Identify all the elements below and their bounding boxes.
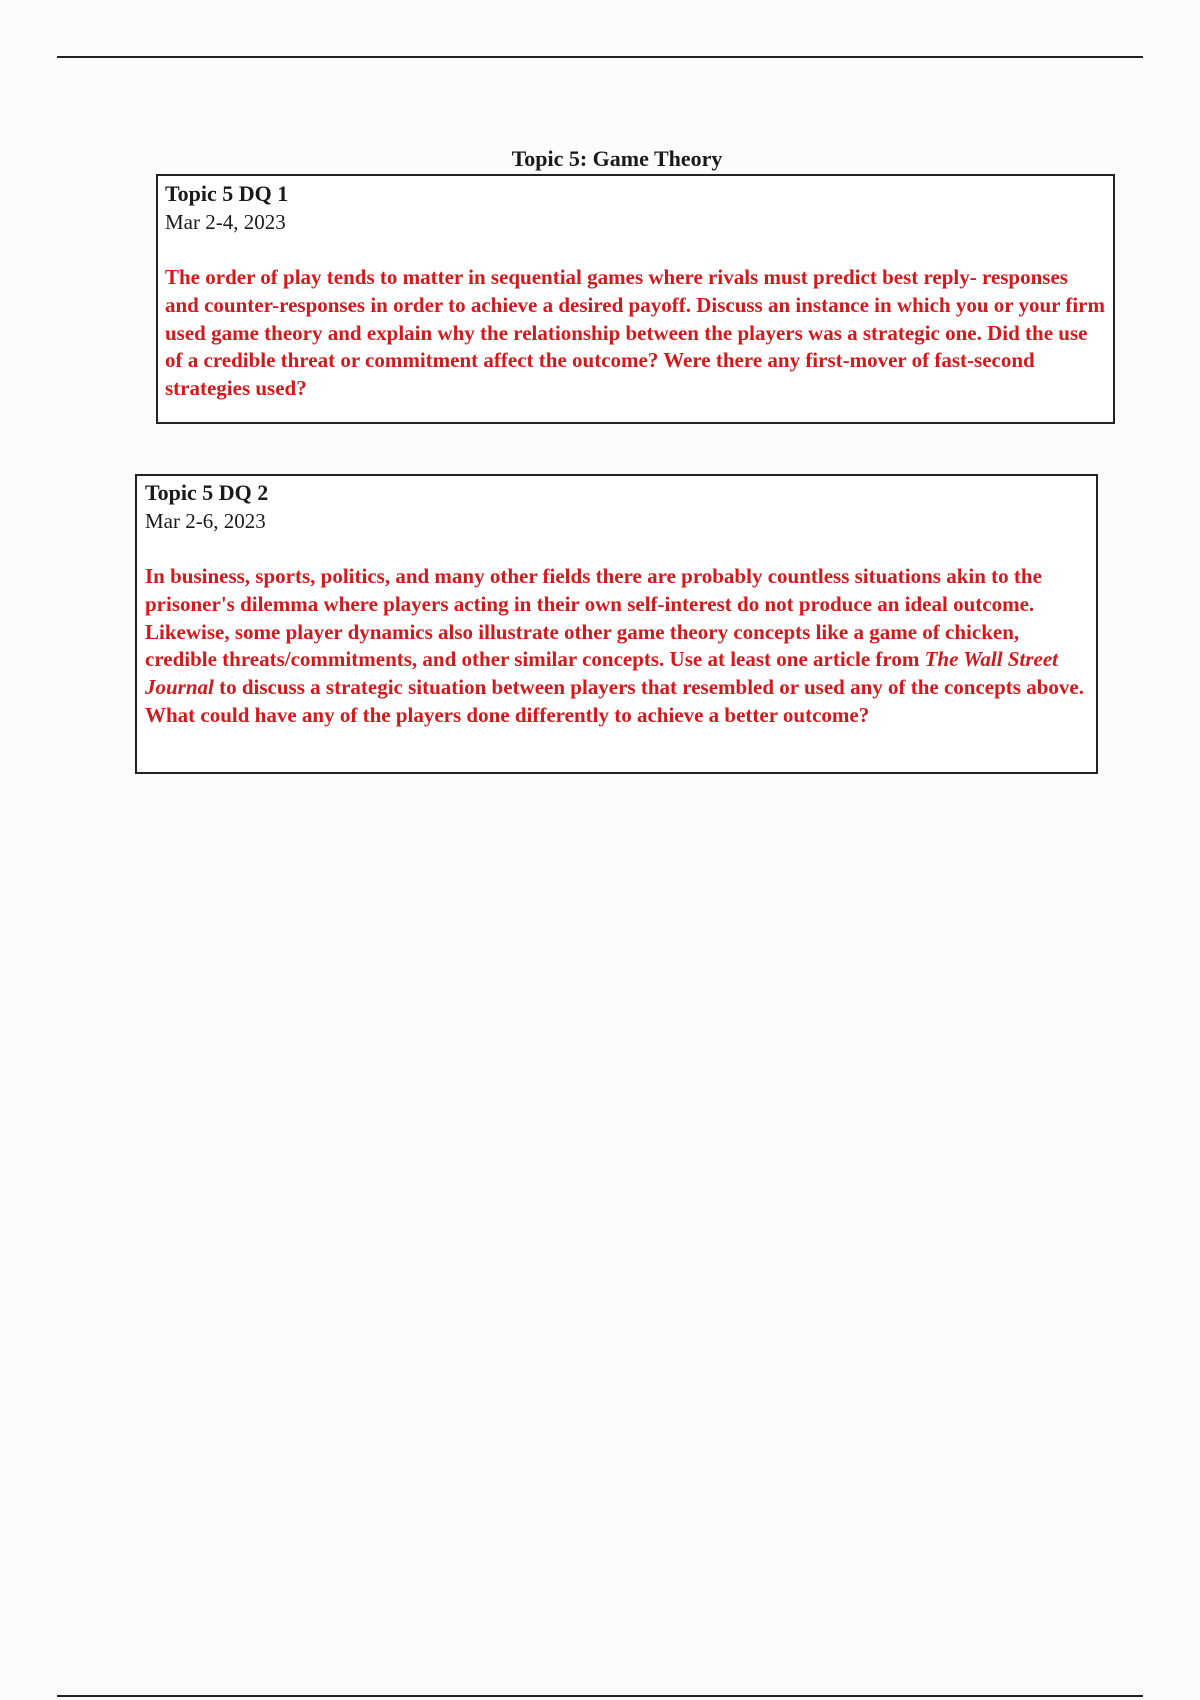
discussion-question-box-2 — [135, 474, 1098, 774]
footer-rule — [57, 1695, 1143, 1697]
dq-date: Mar 2-4, 2023 — [165, 210, 286, 234]
dq-title: Topic 5 DQ 1 — [165, 181, 289, 206]
dq-question-text-part: In business, sports, politics, and many other fields there are probably countless situations akin to the prisoner's dilemma where players acting in their own self-interest do not produce an ideal outcome. Likewise, some player dynamics also illustrate other game theory concepts like a game of chicken, credible threats/commitments, and other similar concepts. Use at least one article from — [145, 564, 1042, 672]
discussion-question-box-1 — [156, 174, 1115, 424]
dq-title: Topic 5 DQ 2 — [145, 480, 269, 505]
publication-title: The Wall Street Journal — [145, 647, 1058, 700]
dq-question-text-part: to discuss a strategic situation between players that resembled or used any of the concepts above. What could have any of the players done differently to achieve a better outcome? — [145, 675, 1084, 727]
header-rule — [57, 56, 1143, 58]
dq-date: Mar 2-6, 2023 — [145, 509, 266, 533]
dq-question-text: The order of play tends to matter in sequential games where rivals must predict best reply- responses and counter-responses in order to achieve a desired payoff. Discuss an instance in which you or your firm used game theory and explain why the relationship between the players was a strategic one. Did the use of a credible threat or commitment affect the outcome? Were there any first-mover of fast-second strategies used? — [165, 265, 1105, 401]
dq-question-text — [145, 563, 1088, 730]
page-title: Topic 5: Game Theory — [511, 146, 723, 171]
